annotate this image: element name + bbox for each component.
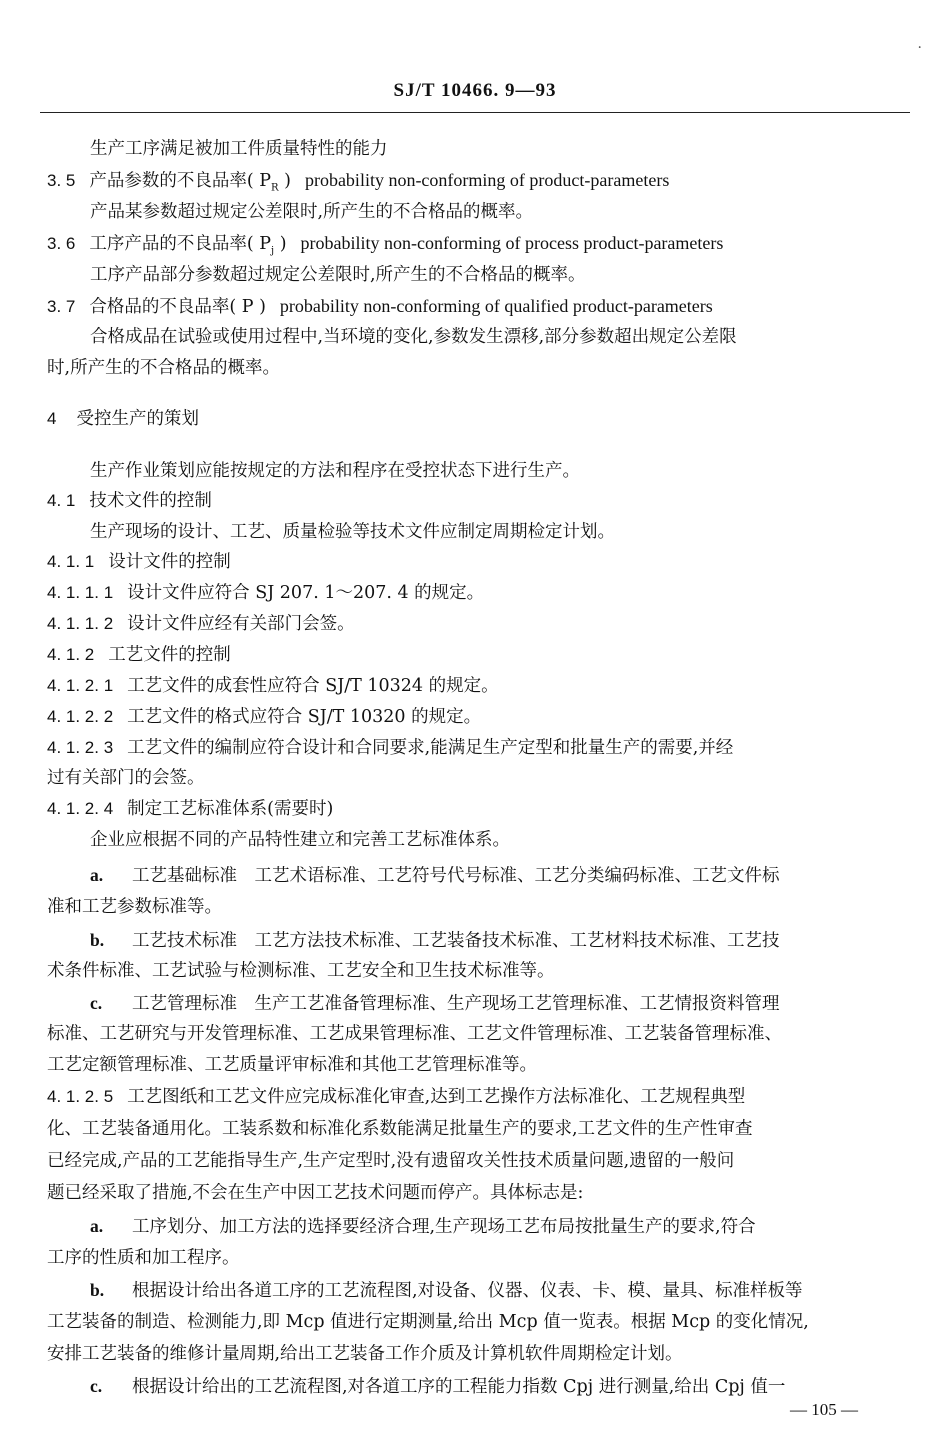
- clause-4-1-2-2: [47, 706, 481, 728]
- clause-title: 技术文件的控制: [89, 491, 212, 511]
- clause-number: 4. 1. 1. 2: [47, 614, 114, 633]
- clause-text: 工艺图纸和工艺文件应完成标准化审查,达到工艺操作方法标准化、工艺规程典型: [127, 1087, 746, 1107]
- paragraph-line: 工序的性质和加工程序。: [47, 1248, 240, 1268]
- paragraph-line: 安排工艺装备的维修计量周期,给出工艺装备工作介质及计算机软件周期检定计划。: [47, 1344, 683, 1364]
- list-item-b: [90, 929, 780, 952]
- term-title-end: ): [278, 171, 291, 191]
- header-rule: [40, 112, 910, 113]
- item-text: 工艺技术标准 工艺方法技术标准、工艺装备技术标准、工艺材料技术标准、工艺技: [132, 931, 780, 951]
- list-item-a2: [90, 1215, 756, 1238]
- clause-text: 设计文件应符合 SJ 207. 1～207. 4 的规定。: [127, 583, 485, 603]
- clause-number: 4. 1. 2. 4: [47, 799, 114, 818]
- paragraph-line: 生产作业策划应能按规定的方法和程序在受控状态下进行生产。: [90, 461, 580, 481]
- clause-text: 工艺文件的成套性应符合 SJ/T 10324 的规定。: [127, 676, 499, 696]
- clause-number: 4: [47, 409, 57, 428]
- paragraph-line: 生产工序满足被加工件质量特性的能力: [90, 139, 388, 159]
- paragraph-line: 工艺装备的制造、检测能力,即 Mcp 值进行定期测量,给出 Mcp 值一览表。根据 Mcp 的变化情况,: [47, 1312, 809, 1332]
- clause-text: 工艺文件的格式应符合 SJ/T 10320 的规定。: [127, 707, 482, 727]
- term-title: 产品参数的不良品率( P: [89, 171, 272, 191]
- paragraph-line: 过有关部门的会签。: [47, 768, 205, 788]
- term-subscript: j: [271, 245, 275, 257]
- term-title: 工序产品的不良品率( P: [89, 234, 272, 254]
- item-text: 根据设计给出的工艺流程图,对各道工序的工程能力指数 Cpj 进行测量,给出 Cpj 值一: [132, 1377, 786, 1397]
- clause-4-1-2-5: [47, 1086, 745, 1108]
- term-title-end: ): [274, 234, 287, 254]
- term-3-7: [47, 295, 713, 318]
- clause-number: 4. 1. 2: [47, 645, 95, 664]
- paragraph-line: 合格成品在试验或使用过程中,当环境的变化,参数发生漂移,部分参数超出规定公差限: [90, 327, 737, 347]
- term-english: probability non-conforming of qualified product-parameters: [279, 296, 713, 316]
- item-label: b.: [90, 1280, 105, 1300]
- paragraph-line: 时,所产生的不合格品的概率。: [47, 358, 281, 378]
- section-4-heading: [47, 408, 199, 430]
- item-text: 工艺基础标准 工艺术语标准、工艺符号代号标准、工艺分类编码标准、工艺文件标: [132, 866, 780, 886]
- paragraph-line: 生产现场的设计、工艺、质量检验等技术文件应制定周期检定计划。: [90, 522, 615, 542]
- item-text: 根据设计给出各道工序的工艺流程图,对设备、仪器、仪表、卡、模、量具、标准样板等: [132, 1281, 803, 1301]
- clause-4-1-2-1: [47, 675, 499, 697]
- clause-title: 制定工艺标准体系(需要时): [127, 799, 334, 819]
- clause-number: 4. 1. 2. 1: [47, 676, 114, 695]
- paragraph-line: 产品某参数超过规定公差限时,所产生的不合格品的概率。: [90, 202, 534, 222]
- paragraph-line: 已经完成,产品的工艺能指导生产,生产定型时,没有遗留攻关性技术质量问题,遗留的一般问: [47, 1151, 735, 1171]
- paragraph-line: 工序产品部分参数超过规定公差限时,所产生的不合格品的概率。: [90, 265, 586, 285]
- clause-number: 4. 1. 2. 3: [47, 738, 114, 757]
- clause-4-1-1: [47, 551, 231, 573]
- item-label: c.: [90, 993, 103, 1013]
- paragraph-line: 术条件标准、工艺试验与检测标准、工艺安全和卫生技术标准等。: [47, 961, 555, 981]
- list-item-a: [90, 864, 780, 887]
- clause-number: 4. 1. 1. 1: [47, 583, 114, 602]
- item-label: a.: [90, 1216, 104, 1236]
- clause-number: 4. 1: [47, 491, 76, 510]
- section-title: 受控生产的策划: [76, 409, 199, 429]
- paragraph-line: 题已经采取了措施,不会在生产中因工艺技术问题而停产。具体标志是:: [47, 1183, 584, 1203]
- clause-number: 4. 1. 2. 5: [47, 1087, 114, 1106]
- clause-title: 设计文件的控制: [108, 552, 231, 572]
- clause-text: 设计文件应经有关部门会签。: [127, 614, 355, 634]
- clause-number: 4. 1. 1: [47, 552, 95, 571]
- list-item-c2: [90, 1375, 785, 1398]
- clause-4-1-2-3: [47, 737, 733, 759]
- term-3-5: [47, 169, 669, 200]
- item-label: b.: [90, 930, 105, 950]
- term-title: 合格品的不良品率( P ): [89, 297, 266, 317]
- paragraph-line: 工艺定额管理标准、工艺质量评审标准和其他工艺管理标准等。: [47, 1055, 537, 1075]
- clause-number: 4. 1. 2. 2: [47, 707, 114, 726]
- item-label: a.: [90, 865, 104, 885]
- item-label: c.: [90, 1376, 103, 1396]
- scan-mark: ·: [917, 40, 922, 56]
- clause-4-1: [47, 490, 212, 512]
- term-english: probability non-conforming of process product-parameters: [300, 233, 724, 253]
- clause-number: 3. 7: [47, 297, 76, 316]
- term-3-6: [47, 232, 723, 263]
- clause-4-1-2-4: [47, 798, 333, 820]
- list-item-c: [90, 992, 780, 1015]
- term-english: probability non-conforming of product-parameters: [304, 170, 670, 190]
- paragraph-line: 准和工艺参数标准等。: [47, 897, 222, 917]
- clause-number: 3. 6: [47, 234, 76, 253]
- list-item-b2: [90, 1279, 803, 1302]
- standard-code-header: SJ/T 10466. 9—93: [393, 80, 557, 101]
- page-number: — 105 —: [790, 1400, 858, 1419]
- item-text: 工序划分、加工方法的选择要经济合理,生产现场工艺布局按批量生产的要求,符合: [132, 1217, 756, 1237]
- clause-text: 工艺文件的编制应符合设计和合同要求,能满足生产定型和批量生产的需要,并经: [127, 738, 734, 758]
- paragraph-line: 企业应根据不同的产品特性建立和完善工艺标准体系。: [90, 830, 510, 850]
- item-text: 工艺管理标准 生产工艺准备管理标准、生产现场工艺管理标准、工艺情报资料管理: [132, 994, 780, 1014]
- paragraph-line: 标准、工艺研究与开发管理标准、工艺成果管理标准、工艺文件管理标准、工艺装备管理标准、: [47, 1024, 782, 1044]
- clause-4-1-2: [47, 644, 231, 666]
- term-subscript: R: [271, 182, 279, 194]
- clause-4-1-1-2: [47, 613, 355, 635]
- clause-title: 工艺文件的控制: [108, 645, 231, 665]
- clause-4-1-1-1: [47, 582, 484, 604]
- clause-number: 3. 5: [47, 171, 76, 190]
- paragraph-line: 化、工艺装备通用化。工装系数和标准化系数能满足批量生产的要求,工艺文件的生产性审查: [47, 1119, 753, 1139]
